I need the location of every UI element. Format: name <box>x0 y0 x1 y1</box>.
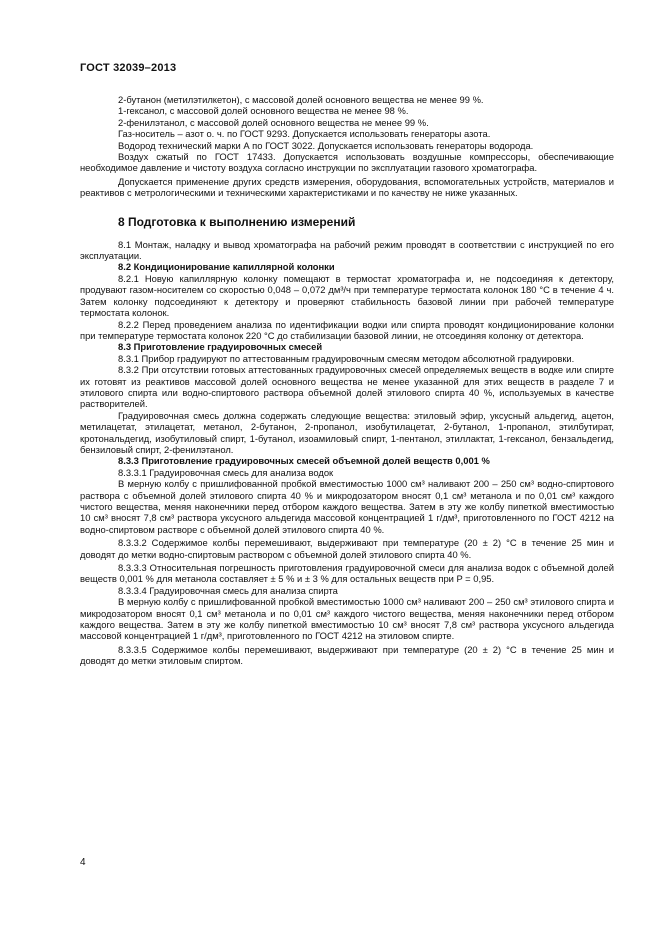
paragraph: 8.3.2 При отсутствии готовых аттестованных градуировочных смесей определяемых веществ в водке или спирте их готовят из реактивов массовой долей основного вещества не менее указанной для этих веществ в разделе 7 и этилового спирта или водно-спиртового раствора объемной долей этилового спирта 40 %, используемых в качестве растворителей. <box>80 364 614 410</box>
paragraph: 8.3.3.4 Градуировочная смесь для анализа спирта <box>118 584 338 596</box>
paragraph: 1-гексанол, с массовой долей основного вещества не менее 98 %. <box>118 105 409 117</box>
paragraph: 8.2.1 Новую капиллярную колонку помещают в термостат хроматографа и, не подсоединяя к детектору, продувают газом-носителем со скоростью 0,048 – 0,072 дм³/ч при температуре термостата колонок 180 °С в течение 4 ч. Затем колонку подсоединяют к детектору и проверяют стабильность базовой линии при рабочей температуре термостата колонок. <box>80 272 614 319</box>
subsection-heading: 8.3.3 Приготовление градуировочных смесей объемной долей веществ 0,001 % <box>118 455 490 467</box>
paragraph: 8.3.1 Прибор градуируют по аттестованным градуировочным смесям методом абсолютной градуировки. <box>118 352 575 364</box>
paragraph: Воздух сжатый по ГОСТ 17433. Допускается использовать воздушные компрессоры, обеспечивающие необходимое давление и чистоту воздуха согласно инструкции по эксплуатации газового хроматографа. <box>80 151 614 174</box>
paragraph: Водород технический марки А по ГОСТ 3022. Допускается использовать генераторы водорода. <box>118 139 534 151</box>
paragraph: 8.1 Монтаж, наладку и вывод хроматографа на рабочий режим проводят в соответствии с инструкцией по его эксплуатации. <box>80 238 614 262</box>
paragraph: 2-бутанон (метилэтилкетон), с массовой долей основного вещества не менее 99 %. <box>118 94 484 105</box>
subsection-heading: 8.3 Приготовление градуировочных смесей <box>118 341 323 353</box>
paragraph: 8.2.2 Перед проведением анализа по идентификации водки или спирта проводят кондиционирование колонки при температуре термостата колонок 220 °С до стабилизации базовой линии, не отсоединяя колонку от детектора. <box>80 318 614 341</box>
section-title: 8 Подготовка к выполнению измерений <box>118 214 356 229</box>
paragraph: Градуировочная смесь должна содержать следующие вещества: этиловый эфир, уксусный альдегид, ацетон, метилацетат, этилацетат, метанол, 2-бутанон, 2-пропанол, изобутилацетат, 2-бутанол, 1-пропанол, этилбутират, кротональдегид, изобутиловый спирт, 1-бутанол, изоамиловый спирт, 1-пентанол, этиллактат, 1-гексанол, бензальдегид, бензиловый спирт, 2-фенилэтанол. <box>80 409 614 455</box>
paragraph: 2-фенилэтанол, с массовой долей основного вещества не менее 99 %. <box>118 116 429 128</box>
paragraph: 8.3.3.2 Содержимое колбы перемешивают, выдерживают при температуре (20 ± 2) °С в течение 25 мин и доводят до метки водно-спиртовым раствором с объемной долей этилового спирта 40 %. <box>80 537 614 560</box>
page-number: 4 <box>80 857 86 868</box>
paragraph: 8.3.3.5 Содержимое колбы перемешивают, выдерживают при температуре (20 ± 2) °С в течение 25 мин и доводят до метки этиловым спиртом. <box>80 643 614 667</box>
paragraph: Допускается применение других средств измерения, оборудования, вспомогательных устройств, материалов и реактивов с метрологическими и техническими характеристиками и по качеству не ниже указанных. <box>80 175 614 199</box>
paragraph: В мерную колбу с пришлифованной пробкой вместимостью 1000 см³ наливают 200 – 250 см³ этилового спирта и микродозатором вносят 0,1 см³ метанола и по 0,01 см³ каждого чистого вещества, меняя наконечники перед отбором каждого вещества. Затем в эту же колбу пипеткой вместимостью 10 см³ вносят 7,8 см³ раствора уксусного альдегида массовой концентрацией 1 г/дм³, приготовленного по ГОСТ 4212 на этиловом спирте. <box>80 596 614 642</box>
paragraph: 8.3.3.1 Градуировочная смесь для анализа водок <box>118 466 334 478</box>
subsection-heading: 8.2 Кондиционирование капиллярной колонки <box>118 261 335 273</box>
document-header: ГОСТ 32039–2013 <box>80 62 177 74</box>
paragraph: 8.3.3.3 Относительная погрешность приготовления градуировочной смеси для анализа водок с объемной долей веществ 0,001 % для метанола составляет ± 5 % и ± 3 % для остальных веществ при P = 0,95. <box>80 562 614 585</box>
paragraph: В мерную колбу с пришлифованной пробкой вместимостью 1000 см³ наливают 200 – 250 см³ водно-спиртового раствора с объемной долей этилового спирта 40 % и микродозатором вносят 0,1 см³ метанола и по 0,01 см³ каждого чистого вещества, меняя наконечники перед отбором каждого вещества. Затем в эту же колбу пипеткой вместимостью 10 см³ вносят 7,8 см³ раствора уксусного альдегида массовой концентрацией 1 г/дм³, приготовленного по ГОСТ 4212 на водно-спиртовом растворе с объемной долей этилового спирта 40 %. <box>80 478 614 535</box>
page-content <box>80 94 614 667</box>
paragraph: Газ-носитель – азот о. ч. по ГОСТ 9293. Допускается использовать генераторы азота. <box>118 128 491 140</box>
